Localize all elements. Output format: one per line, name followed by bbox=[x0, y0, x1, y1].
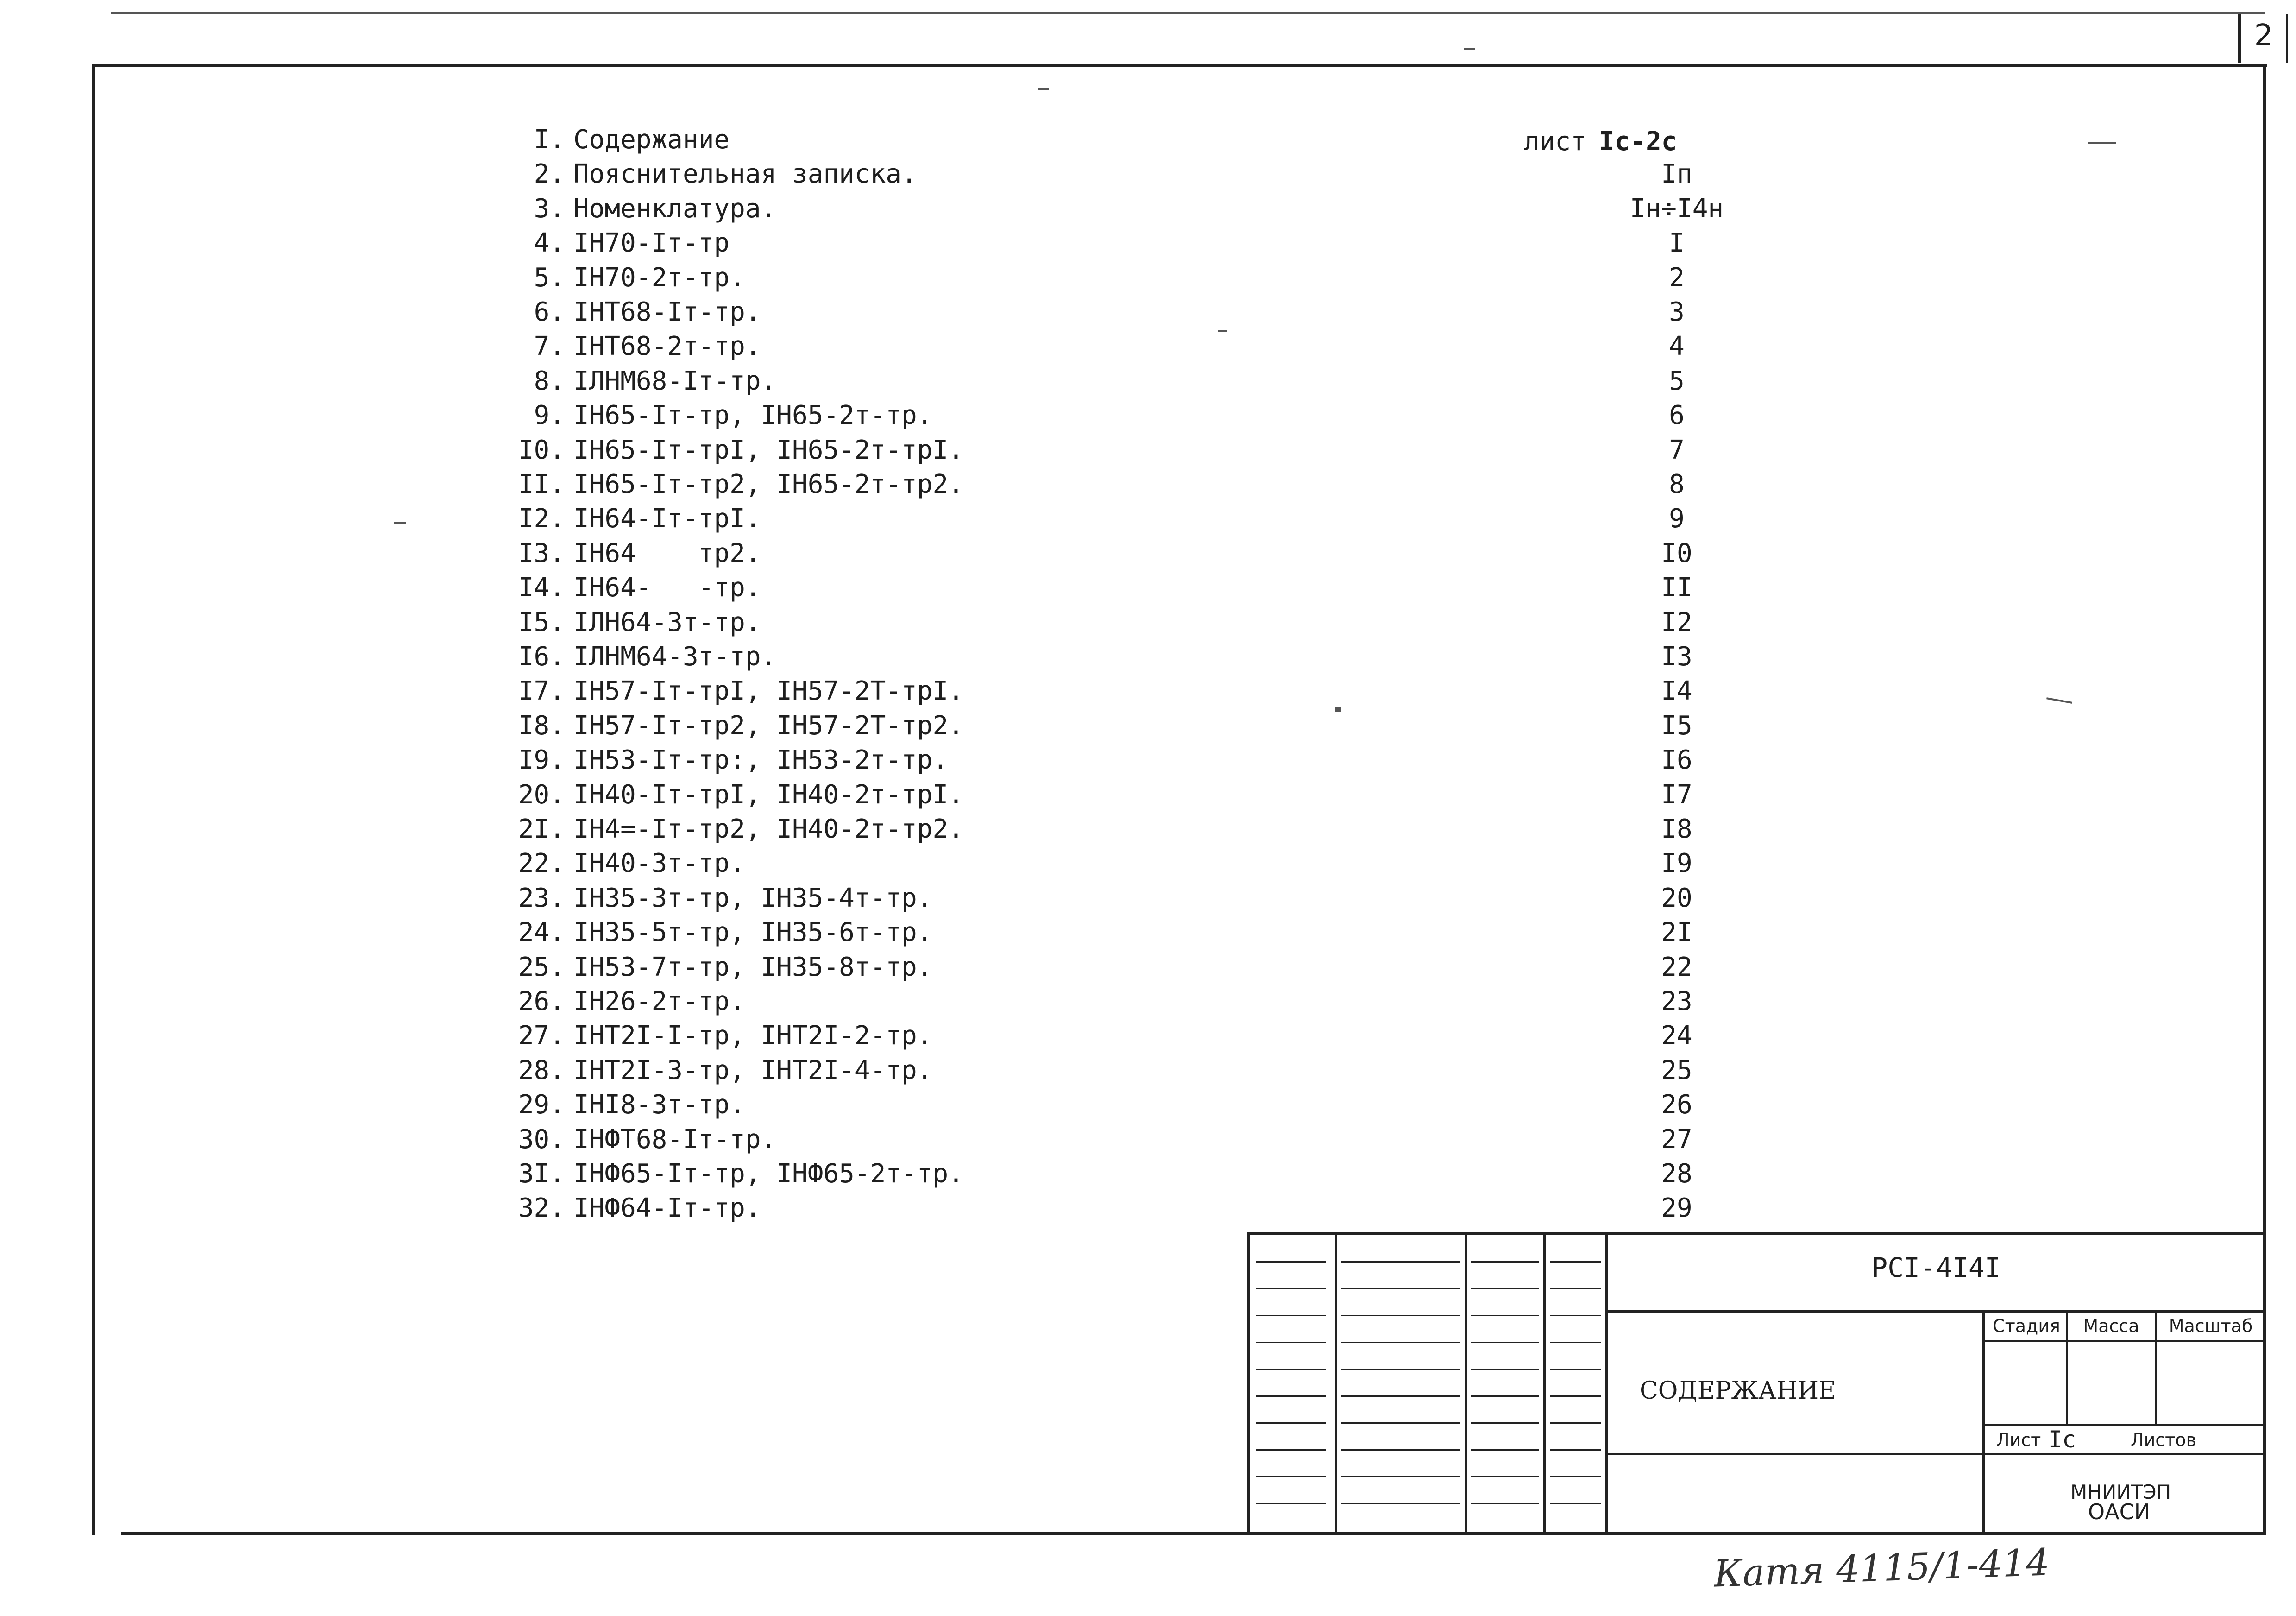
toc-sheet-number: 2 bbox=[1669, 262, 1685, 293]
toc-number: I7. bbox=[518, 676, 565, 707]
organization-subname: ОАСИ bbox=[2088, 1499, 2151, 1524]
toc-sheet-number: I6 bbox=[1661, 745, 1692, 776]
toc-row bbox=[0, 501, 1853, 536]
toc-sheet-number: 23 bbox=[1661, 986, 1692, 1016]
signature-column-line bbox=[1543, 1232, 1546, 1534]
toc-title: IН35-5т-тр, IН35-6т-тр. bbox=[573, 917, 933, 948]
toc-title: IНТ68-Iт-тр. bbox=[573, 297, 761, 327]
toc-row bbox=[0, 157, 1853, 191]
signature-row-line bbox=[1471, 1476, 1539, 1477]
toc-title: IН64- -тр. bbox=[573, 573, 761, 603]
sheets-label: Листов bbox=[2131, 1430, 2196, 1450]
toc-row bbox=[0, 777, 1853, 812]
toc-title: IН57-Iт-трI, IН57-2Т-трI. bbox=[573, 676, 964, 707]
toc-sheet-number: II bbox=[1661, 573, 1692, 603]
toc-number: I2. bbox=[518, 504, 565, 534]
toc-sheet-number: Iн÷I4н bbox=[1629, 193, 1724, 224]
signature-row-line bbox=[1471, 1395, 1539, 1397]
toc-row bbox=[0, 1191, 1853, 1225]
toc-sheet-number: I0 bbox=[1661, 538, 1692, 568]
signature-row-line bbox=[1256, 1503, 1326, 1504]
toc-title: IНI8-3т-тр. bbox=[573, 1090, 745, 1120]
frame-top-line bbox=[93, 64, 2267, 67]
toc-sheet-number: 8 bbox=[1669, 469, 1685, 499]
toc-number: 8. bbox=[534, 366, 565, 396]
toc-sheet-number: I9 bbox=[1661, 848, 1692, 879]
toc-row bbox=[0, 1122, 1853, 1157]
toc-number: I9. bbox=[518, 745, 565, 776]
scale-label: Масштаб bbox=[2169, 1316, 2253, 1336]
toc-number: 24. bbox=[518, 917, 565, 948]
toc-row bbox=[0, 1156, 1853, 1191]
signature-row-line bbox=[1341, 1422, 1460, 1424]
signature-row-line bbox=[1341, 1315, 1460, 1316]
signature-row-line bbox=[1550, 1422, 1601, 1424]
toc-title: IН40-Iт-трI, IН40-2т-трI. bbox=[573, 779, 964, 810]
title-block-sheet-line bbox=[1983, 1424, 2266, 1426]
toc-title: IН40-3т-тр. bbox=[573, 848, 745, 879]
toc-sheet-number: 20 bbox=[1661, 883, 1692, 913]
toc-title: IН35-3т-тр, IН35-4т-тр. bbox=[573, 883, 933, 913]
scan-speck bbox=[2088, 142, 2116, 144]
signature-row-line bbox=[1471, 1315, 1539, 1316]
toc-title: IН64 тр2. bbox=[573, 538, 761, 568]
signature-row-line bbox=[1471, 1342, 1539, 1343]
toc-title: IЛН64-3т-тр. bbox=[573, 607, 761, 638]
toc-number: I5. bbox=[518, 607, 565, 638]
toc-row bbox=[0, 364, 1853, 398]
toc-row bbox=[0, 536, 1853, 571]
toc-sheet-number: 22 bbox=[1661, 952, 1692, 982]
toc-title: IНФ65-Iт-тр, IНФ65-2т-тр. bbox=[573, 1159, 964, 1189]
page-number-box bbox=[2238, 14, 2288, 63]
mass-label: Масса bbox=[2083, 1316, 2139, 1336]
title-block-top-line bbox=[1247, 1232, 2266, 1235]
toc-number: 3I. bbox=[518, 1159, 565, 1189]
title-block-info-line bbox=[1608, 1453, 2266, 1455]
toc-sheet-number: I7 bbox=[1661, 779, 1692, 810]
toc-sheet-number: I3 bbox=[1661, 642, 1692, 672]
toc-row bbox=[0, 881, 1853, 915]
signature-row-line bbox=[1341, 1369, 1460, 1370]
toc-row bbox=[0, 295, 1853, 329]
toc-number: 25. bbox=[518, 952, 565, 982]
toc-row bbox=[0, 674, 1853, 708]
toc-title: Содержание bbox=[573, 125, 730, 155]
title-block-stage-header-line bbox=[1983, 1340, 2266, 1342]
signature-row-line bbox=[1341, 1476, 1460, 1477]
toc-number: I3. bbox=[518, 538, 565, 568]
title-block-stage-left-line bbox=[1982, 1311, 1985, 1534]
toc-row bbox=[0, 398, 1853, 433]
signature-row-line bbox=[1471, 1369, 1539, 1370]
signature-row-line bbox=[1341, 1395, 1460, 1397]
toc-title: IНФ64-Iт-тр. bbox=[573, 1193, 761, 1224]
scan-speck bbox=[2046, 697, 2072, 704]
toc-row bbox=[0, 226, 1853, 260]
sheet-column-first-value: Iс-2с bbox=[1599, 126, 1677, 157]
toc-number: 2I. bbox=[518, 814, 565, 844]
toc-title: IЛНМ64-3т-тр. bbox=[573, 642, 777, 672]
toc-title: IН65-Iт-трI, IН65-2т-трI. bbox=[573, 435, 964, 465]
toc-title: IН65-Iт-тр2, IН65-2т-тр2. bbox=[573, 469, 964, 499]
signature-row-line bbox=[1550, 1288, 1601, 1289]
signature-row-line bbox=[1471, 1261, 1539, 1262]
signature-row-line bbox=[1256, 1342, 1326, 1343]
signature-row-line bbox=[1471, 1288, 1539, 1289]
toc-sheet-number: 6 bbox=[1669, 400, 1685, 431]
page-number: 2 bbox=[2254, 19, 2273, 53]
signature-row-line bbox=[1341, 1449, 1460, 1451]
signature-column-line bbox=[1335, 1232, 1337, 1534]
toc-sheet-number: 28 bbox=[1661, 1159, 1692, 1189]
toc-number: I4. bbox=[518, 573, 565, 603]
signature-row-line bbox=[1256, 1476, 1326, 1477]
toc-title: Пояснительная записка. bbox=[573, 159, 917, 189]
toc-row bbox=[0, 433, 1853, 467]
toc-number: I0. bbox=[518, 435, 565, 465]
title-block-code-line bbox=[1608, 1310, 2266, 1313]
toc-number: 27. bbox=[518, 1021, 565, 1051]
toc-sheet-number: 9 bbox=[1669, 504, 1685, 534]
stage-label: Стадия bbox=[1993, 1316, 2060, 1336]
toc-sheet-number: I bbox=[1669, 228, 1685, 259]
toc-sheet-number: 29 bbox=[1661, 1193, 1692, 1224]
toc-row bbox=[0, 743, 1853, 777]
toc-title: IН4=-Iт-тр2, IН40-2т-тр2. bbox=[573, 814, 964, 844]
signature-row-line bbox=[1256, 1288, 1326, 1289]
toc-row bbox=[0, 1018, 1853, 1053]
toc-title: IН64-Iт-трI. bbox=[573, 504, 761, 534]
toc-row bbox=[0, 915, 1853, 950]
toc-row bbox=[0, 329, 1853, 364]
toc-sheet-number: 4 bbox=[1669, 331, 1685, 362]
toc-number: 9. bbox=[534, 400, 565, 431]
toc-number: 26. bbox=[518, 986, 565, 1016]
sheet-column-label: лист bbox=[1524, 126, 1586, 157]
toc-sheet-number: I8 bbox=[1661, 814, 1692, 844]
toc-title: IНТ68-2т-тр. bbox=[573, 331, 761, 362]
frame-bottom-line bbox=[121, 1532, 2266, 1535]
signature-row-line bbox=[1256, 1369, 1326, 1370]
sheet-value: Iс bbox=[2048, 1426, 2076, 1453]
toc-number: 6. bbox=[534, 297, 565, 327]
toc-sheet-number: Iп bbox=[1661, 159, 1692, 189]
scan-speck bbox=[1038, 88, 1049, 90]
signature-row-line bbox=[1256, 1422, 1326, 1424]
signature-row-line bbox=[1341, 1288, 1460, 1289]
toc-number: 30. bbox=[518, 1124, 565, 1155]
toc-sheet-number: 25 bbox=[1661, 1055, 1692, 1086]
toc-row bbox=[0, 570, 1853, 605]
toc-number: 2. bbox=[534, 159, 565, 189]
signature-row-line bbox=[1471, 1503, 1539, 1504]
toc-number: 23. bbox=[518, 883, 565, 913]
toc-sheet-number: 5 bbox=[1669, 366, 1685, 396]
frame-right-line bbox=[2263, 64, 2266, 1535]
toc-number: 4. bbox=[534, 228, 565, 259]
toc-title: IНФТ68-Iт-тр. bbox=[573, 1124, 777, 1155]
toc-sheet-number: 7 bbox=[1669, 435, 1685, 465]
scan-speck bbox=[1464, 48, 1475, 50]
toc-title: IЛНМ68-Iт-тр. bbox=[573, 366, 777, 396]
signature-row-line bbox=[1550, 1261, 1601, 1262]
signature-column-line bbox=[1605, 1232, 1608, 1534]
signature-row-line bbox=[1550, 1395, 1601, 1397]
toc-row bbox=[0, 846, 1853, 881]
signature-row-line bbox=[1256, 1261, 1326, 1262]
document-code: РСI-4I4I bbox=[1871, 1252, 2001, 1283]
handwritten-note: Катя 4115/1-414 bbox=[1713, 1540, 2051, 1596]
toc-row bbox=[0, 812, 1853, 846]
toc-title: Номенклатура. bbox=[573, 193, 777, 224]
signature-row-line bbox=[1471, 1422, 1539, 1424]
toc-number: I. bbox=[534, 125, 565, 155]
toc-title: IН53-7т-тр, IН35-8т-тр. bbox=[573, 952, 933, 982]
toc-number: 29. bbox=[518, 1090, 565, 1120]
toc-number: 7. bbox=[534, 331, 565, 362]
document-title: СОДЕРЖАНИЕ bbox=[1640, 1377, 1837, 1405]
toc-sheet-number: I5 bbox=[1661, 710, 1692, 741]
signature-row-line bbox=[1341, 1261, 1460, 1262]
signature-row-line bbox=[1341, 1342, 1460, 1343]
toc-title: IН26-2т-тр. bbox=[573, 986, 745, 1016]
toc-sheet-number: 27 bbox=[1661, 1124, 1692, 1155]
toc-sheet-number: I2 bbox=[1661, 607, 1692, 638]
signature-row-line bbox=[1550, 1315, 1601, 1316]
toc-sheet-number: 24 bbox=[1661, 1021, 1692, 1051]
signature-row-line bbox=[1550, 1449, 1601, 1451]
signature-row-line bbox=[1341, 1503, 1460, 1504]
toc-sheet-number: I4 bbox=[1661, 676, 1692, 707]
signature-row-line bbox=[1471, 1449, 1539, 1451]
toc-row bbox=[0, 639, 1853, 674]
signature-column-line bbox=[1465, 1232, 1467, 1534]
toc-title: IНТ2I-I-тр, IНТ2I-2-тр. bbox=[573, 1021, 933, 1051]
toc-title: IН53-Iт-тр:, IН53-2т-тр. bbox=[573, 745, 949, 776]
toc-title: IНТ2I-3-тр, IНТ2I-4-тр. bbox=[573, 1055, 933, 1086]
signature-row-line bbox=[1550, 1342, 1601, 1343]
toc-title: IН70-2т-тр. bbox=[573, 262, 745, 293]
signature-row-line bbox=[1256, 1315, 1326, 1316]
toc-number: I6. bbox=[518, 642, 565, 672]
organization-name: МНИИТЭП bbox=[2070, 1481, 2171, 1503]
toc-number: 22. bbox=[518, 848, 565, 879]
signature-row-line bbox=[1256, 1449, 1326, 1451]
toc-title: IН57-Iт-тр2, IН57-2Т-тр2. bbox=[573, 710, 964, 741]
frame-top-faint-line bbox=[111, 12, 2265, 14]
toc-row bbox=[0, 1087, 1853, 1122]
toc-row bbox=[0, 467, 1853, 502]
toc-number: 3. bbox=[534, 193, 565, 224]
sheet-label: Лист bbox=[1996, 1430, 2041, 1450]
signature-row-line bbox=[1550, 1369, 1601, 1370]
toc-row bbox=[0, 950, 1853, 985]
toc-number: I8. bbox=[518, 710, 565, 741]
toc-sheet-number: 26 bbox=[1661, 1090, 1692, 1120]
toc-title: IН65-Iт-тр, IН65-2т-тр. bbox=[573, 400, 933, 431]
toc-title: IН70-Iт-тр bbox=[573, 228, 730, 259]
toc-number: 32. bbox=[518, 1193, 565, 1224]
toc-row bbox=[0, 708, 1853, 743]
title-block-left-line bbox=[1247, 1232, 1250, 1534]
toc-row bbox=[0, 191, 1853, 226]
toc-number: 20. bbox=[518, 779, 565, 810]
signature-row-line bbox=[1550, 1503, 1601, 1504]
toc-row bbox=[0, 122, 1853, 157]
toc-row bbox=[0, 1053, 1853, 1088]
signature-row-line bbox=[1256, 1395, 1326, 1397]
signature-row-line bbox=[1550, 1476, 1601, 1477]
toc-row bbox=[0, 260, 1853, 295]
toc-row bbox=[0, 605, 1853, 640]
toc-sheet-number: 2I bbox=[1661, 917, 1692, 948]
toc-sheet-number: 3 bbox=[1669, 297, 1685, 327]
toc-number: II. bbox=[518, 469, 565, 499]
toc-number: 28. bbox=[518, 1055, 565, 1086]
toc-number: 5. bbox=[534, 262, 565, 293]
toc-row bbox=[0, 984, 1853, 1019]
